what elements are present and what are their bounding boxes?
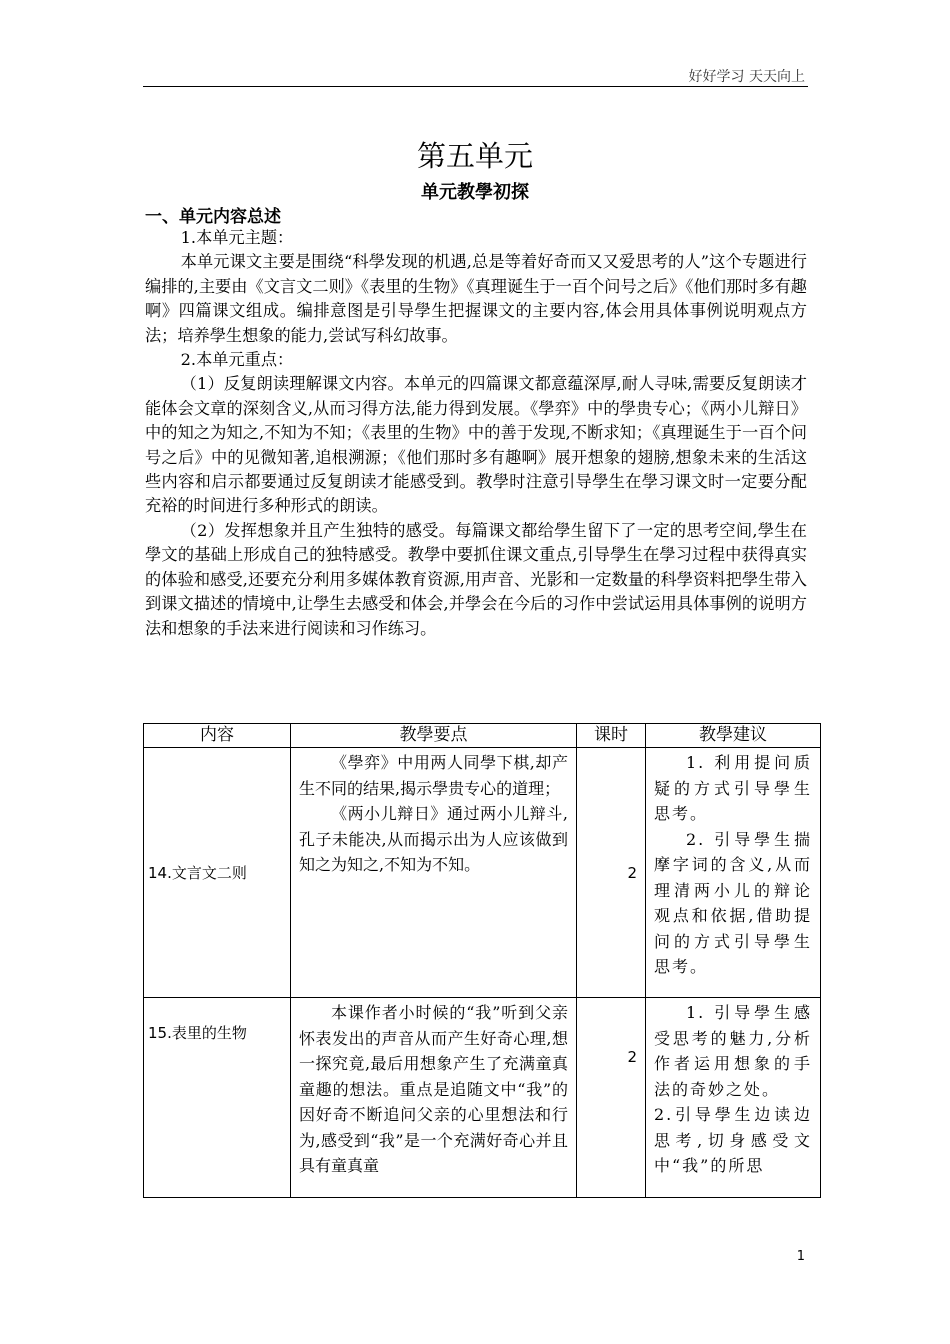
lesson-title: 14.文言文二则 <box>144 748 291 998</box>
column-header: 教學建议 <box>646 724 821 748</box>
column-header: 课时 <box>577 724 646 748</box>
point-paragraph: 《两小儿辩日》通过两小儿辩斗,孔子未能决,从而揭示出为人应该做到知之为知之,不知为不知。 <box>299 804 568 874</box>
header-rule <box>143 86 808 87</box>
item1-text: 本单元课文主要是围绕“科學发现的机遇,总是等着好奇而又又爱思考的人”这个专题进行编排的,主要由《文言文二则》《表里的生物》《真理诞生于一百个问号之后》《他们那时多有趣啊》四篇课文组成。编排意图是引导學生把握课文的主要内容,体会用具体事例说明观点方法；培养學生想象的能力,尝试写科幻故事。 <box>145 252 807 345</box>
lesson-hours: 2 <box>577 748 646 998</box>
point1-text: （1）反复朗读理解课文内容。本单元的四篇课文都意蕴深厚,耐人寻味,需要反复朗读才能体会文章的深刻含义,从而习得方法,能力得到发展。《學弈》中的學贵专心；《两小儿辩日》中的知之为知之,不知为不知；《表里的生物》中的善于发现,不断求知；《真理诞生于一百个问号之后》中的见微知著,追根溯源；《他们那时多有趣啊》展开想象的翅膀,想象未来的生活这些内容和启示都要通过反复朗读才能感受到。教學时注意引导學生在學习课文时一定要分配充裕的时间进行多种形式的朗读。 <box>145 374 807 516</box>
page-title: 第五单元 <box>416 139 533 173</box>
item2-label: 2.本单元重点： <box>180 350 294 370</box>
advice-paragraph: 1. 引导學生感受思考的魅力,分析作者运用想象的手法的奇妙之处。 <box>654 1003 812 1099</box>
point2-text: （2）发挥想象并且产生独特的感受。每篇课文都给學生留下了一定的思考空间,學生在學文的基础上形成自己的独特感受。教學中要抓住课文重点,引导學生在學习过程中获得真实的体验和感受,还要充分利用多媒体教育资源,用声音、光影和一定数量的科學资料把學生带入到课文描述的情境中,让學生去感受和体会,并學会在今后的习作中尝试运用具体事例的说明方法和想象的手法来进行阅读和习作练习。 <box>145 520 807 638</box>
advice-paragraph: 1. 利用提问质疑的方式引导學生思考。 <box>654 753 812 823</box>
table-header-row <box>144 724 821 748</box>
point-paragraph: 《學弈》中用两人同學下棋,却产生不同的结果,揭示學贵专心的道理； <box>299 753 568 798</box>
advice-paragraph: 2. 引导學生揣摩字词的含义,从而理清两小儿的辩论观点和依据,借助提问的方式引导學生思考。 <box>654 829 812 976</box>
advice-paragraph: 2.引导學生边读边思考,切身感受文中“我”的所思 <box>654 1105 812 1175</box>
section-body <box>145 226 807 641</box>
teaching-plan-table <box>143 723 821 1198</box>
column-header: 教學要点 <box>291 724 577 748</box>
lesson-advice <box>646 748 821 998</box>
lesson-points <box>291 998 577 1198</box>
table-row <box>144 998 821 1198</box>
item1-label: 1.本单元主题： <box>180 228 294 247</box>
page-subtitle: 单元教學初探 <box>421 182 529 203</box>
page-header: 好好学习 天天向上 <box>688 69 805 85</box>
lesson-title: 15.表里的生物 <box>144 998 291 1198</box>
table-row <box>144 748 821 998</box>
lesson-hours: 2 <box>577 998 646 1198</box>
section-heading: 一、单元内容总述 <box>145 207 281 227</box>
column-header: 内容 <box>144 724 291 748</box>
point-paragraph: 本课作者小时候的“我”听到父亲怀表发出的声音从而产生好奇心理,想一探究竟,最后用想象产生了充满童真童趣的想法。重点是追随文中“我”的因好奇不断追问父亲的心里想法和行为,感受到“我”是一个充满好奇心并且具有童真童 <box>299 1003 568 1175</box>
lesson-points <box>291 748 577 998</box>
page-number: 1 <box>796 1249 805 1264</box>
lesson-advice <box>646 998 821 1198</box>
